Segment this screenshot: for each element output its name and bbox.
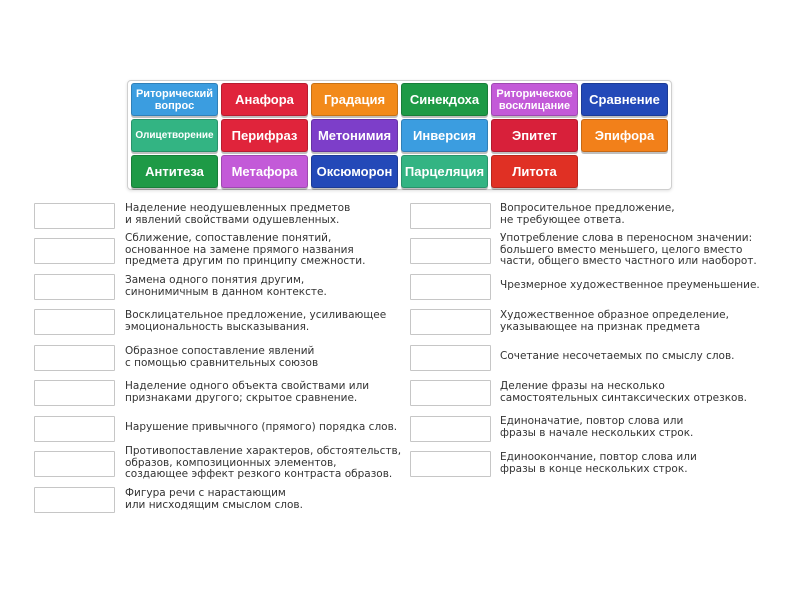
- definition-left-4: Восклицательное предложение, усиливающее эмоциональность высказывания.: [125, 309, 387, 333]
- drop-zone-right-2[interactable]: [410, 238, 491, 264]
- tile-gradation[interactable]: Градация: [311, 83, 398, 116]
- definition-left-3: Замена одного понятия другим, синонимичным в данном контексте.: [125, 274, 327, 298]
- drop-zone-left-5[interactable]: [34, 345, 115, 371]
- definition-left-9: Фигура речи с нарастающим или нисходящим смыслом слов.: [125, 487, 303, 511]
- definition-right-3: Чрезмерное художественное преуменьшение.: [500, 279, 760, 291]
- definition-left-2: Сближение, сопоставление понятий, основанное на замене прямого названия предмета другим по принципу смежности.: [125, 232, 366, 267]
- tile-rhetorical-question[interactable]: Риторический вопрос: [131, 83, 218, 116]
- definition-left-7: Нарушение привычного (прямого) порядка слов.: [125, 421, 398, 433]
- drop-zone-left-7[interactable]: [34, 416, 115, 442]
- drop-zone-right-6[interactable]: [410, 380, 491, 406]
- drop-zone-left-6[interactable]: [34, 380, 115, 406]
- drop-zone-right-8[interactable]: [410, 451, 491, 477]
- drop-zone-left-8[interactable]: [34, 451, 115, 477]
- definition-right-8: Единоокончание, повтор слова или фразы в конце нескольких строк.: [500, 451, 697, 475]
- tile-bank: [127, 80, 672, 190]
- tile-anaphora[interactable]: Анафора: [221, 83, 308, 116]
- tile-parcellation[interactable]: Парцеляция: [401, 155, 488, 188]
- drop-zone-right-1[interactable]: [410, 203, 491, 229]
- tile-epiphora[interactable]: Эпифора: [581, 119, 668, 152]
- definition-left-1: Наделение неодушевленных предметов и явлений свойствами одушевленных.: [125, 202, 351, 226]
- drop-zone-left-4[interactable]: [34, 309, 115, 335]
- tile-comparison[interactable]: Сравнение: [581, 83, 668, 116]
- drop-zone-right-7[interactable]: [410, 416, 491, 442]
- definition-left-8: Противопоставление характеров, обстоятельств, образов, композиционных элементов, создающее эффект резкого контраста образов.: [125, 445, 402, 480]
- definition-right-7: Единоначатие, повтор слова или фразы в начале нескольких строк.: [500, 415, 694, 439]
- drop-zone-left-1[interactable]: [34, 203, 115, 229]
- definition-left-5: Образное сопоставление явлений с помощью сравнительных союзов: [125, 345, 319, 369]
- drop-zone-right-3[interactable]: [410, 274, 491, 300]
- drop-zone-left-9[interactable]: [34, 487, 115, 513]
- definition-right-6: Деление фразы на несколько самостоятельных синтаксических отрезков.: [500, 380, 748, 404]
- tile-antithesis[interactable]: Антитеза: [131, 155, 218, 188]
- tile-metonymy[interactable]: Метонимия: [311, 119, 398, 152]
- tile-oxymoron[interactable]: Оксюморон: [311, 155, 398, 188]
- drop-zone-left-2[interactable]: [34, 238, 115, 264]
- definition-right-2: Употребление слова в переносном значении: большего вместо меньшего, целого вместо части, общего вместо частного или наоборот.: [500, 232, 757, 267]
- definition-right-4: Художественное образное определение, указывающее на признак предмета: [500, 309, 729, 333]
- tile-personification[interactable]: Олицетворение: [131, 119, 218, 152]
- tile-periphrasis[interactable]: Перифраз: [221, 119, 308, 152]
- drop-zone-left-3[interactable]: [34, 274, 115, 300]
- definition-right-1: Вопросительное предложение, не требующее ответа.: [500, 202, 675, 226]
- tile-metaphor[interactable]: Метафора: [221, 155, 308, 188]
- definition-right-5: Сочетание несочетаемых по смыслу слов.: [500, 350, 735, 362]
- tile-litotes[interactable]: Литота: [491, 155, 578, 188]
- drop-zone-right-4[interactable]: [410, 309, 491, 335]
- tile-rhetorical-exclamation[interactable]: Риторическое восклицание: [491, 83, 578, 116]
- tile-synecdoche[interactable]: Синекдоха: [401, 83, 488, 116]
- definition-left-6: Наделение одного объекта свойствами или признаками другого; скрытое сравнение.: [125, 380, 370, 404]
- drop-zone-right-5[interactable]: [410, 345, 491, 371]
- tile-inversion[interactable]: Инверсия: [401, 119, 488, 152]
- tile-epithet[interactable]: Эпитет: [491, 119, 578, 152]
